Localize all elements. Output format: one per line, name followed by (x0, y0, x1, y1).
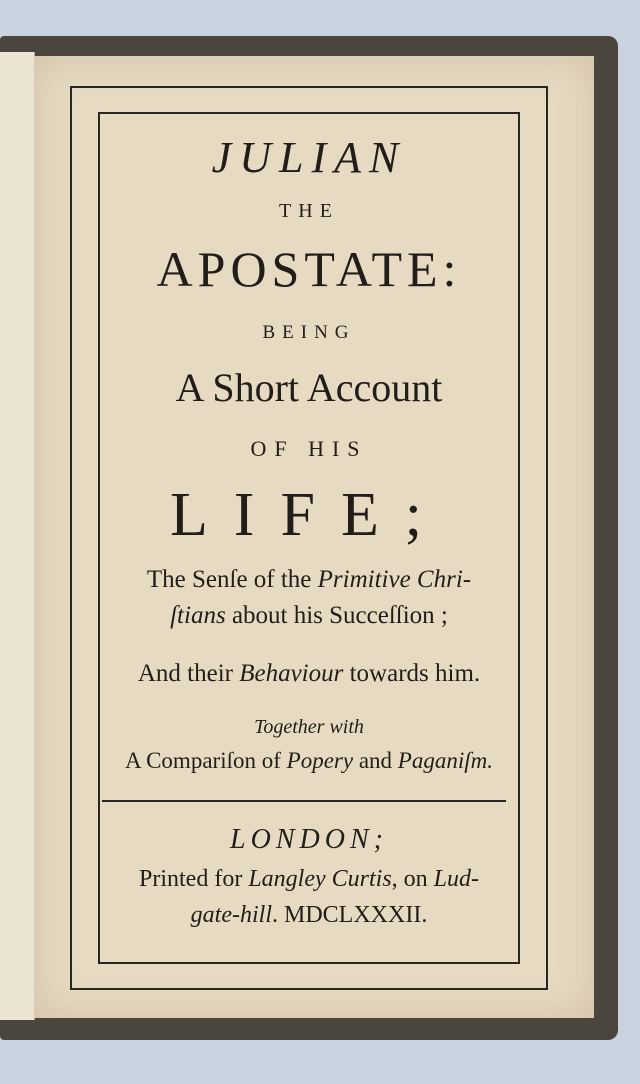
imprint-1-part-3: , on (391, 866, 434, 892)
imprint-1-part-1: Printed for (139, 866, 249, 892)
description-line-1-italic: Primitive Chri- (317, 566, 472, 593)
together-with: Together with (254, 716, 364, 738)
behaviour-part-3: towards him. (343, 660, 481, 687)
title-the: THE (279, 200, 339, 222)
subtitle-being: BEING (262, 322, 356, 343)
comparison-part-4: Paganiſm. (397, 748, 493, 773)
imprint-line-1 (98, 866, 520, 893)
comparison-part-1: A Compariſon of (125, 748, 287, 773)
behaviour-part-2: Behaviour (239, 660, 344, 687)
comparison-part-3: and (353, 748, 398, 773)
imprint-2-part-2: . MDCLXXXII. (272, 902, 428, 928)
description-line-1-roman: The Senſe of the (146, 566, 318, 593)
title-apostate: APOSTATE: (156, 241, 462, 297)
title-julian: JULIAN (211, 133, 407, 182)
imprint-line-2 (98, 902, 520, 929)
imprint-divider-rule (102, 800, 506, 802)
subtitle-short-account: A Short Account (175, 365, 443, 410)
imprint-2-part-1: gate-hill (190, 902, 272, 928)
behaviour-part-1: And their (137, 660, 240, 687)
comparison-line (98, 748, 520, 774)
description-line-2-italic: ſtians (170, 602, 226, 629)
description-line-1 (98, 566, 520, 594)
title-page (34, 56, 594, 1018)
description-line-2 (98, 602, 520, 630)
subtitle-of-his: OF HIS (250, 436, 368, 461)
description-line-2-roman: about his Succeſſion ; (225, 602, 448, 629)
imprint-london: LONDON; (230, 824, 388, 855)
comparison-part-2: Popery (286, 748, 354, 773)
imprint-1-part-4: Lud- (433, 866, 479, 892)
subtitle-life: LIFE; (169, 481, 449, 549)
description-behaviour (98, 660, 520, 688)
flyleaf-page (0, 52, 35, 1020)
imprint-1-part-2: Langley Curtis (248, 866, 392, 892)
